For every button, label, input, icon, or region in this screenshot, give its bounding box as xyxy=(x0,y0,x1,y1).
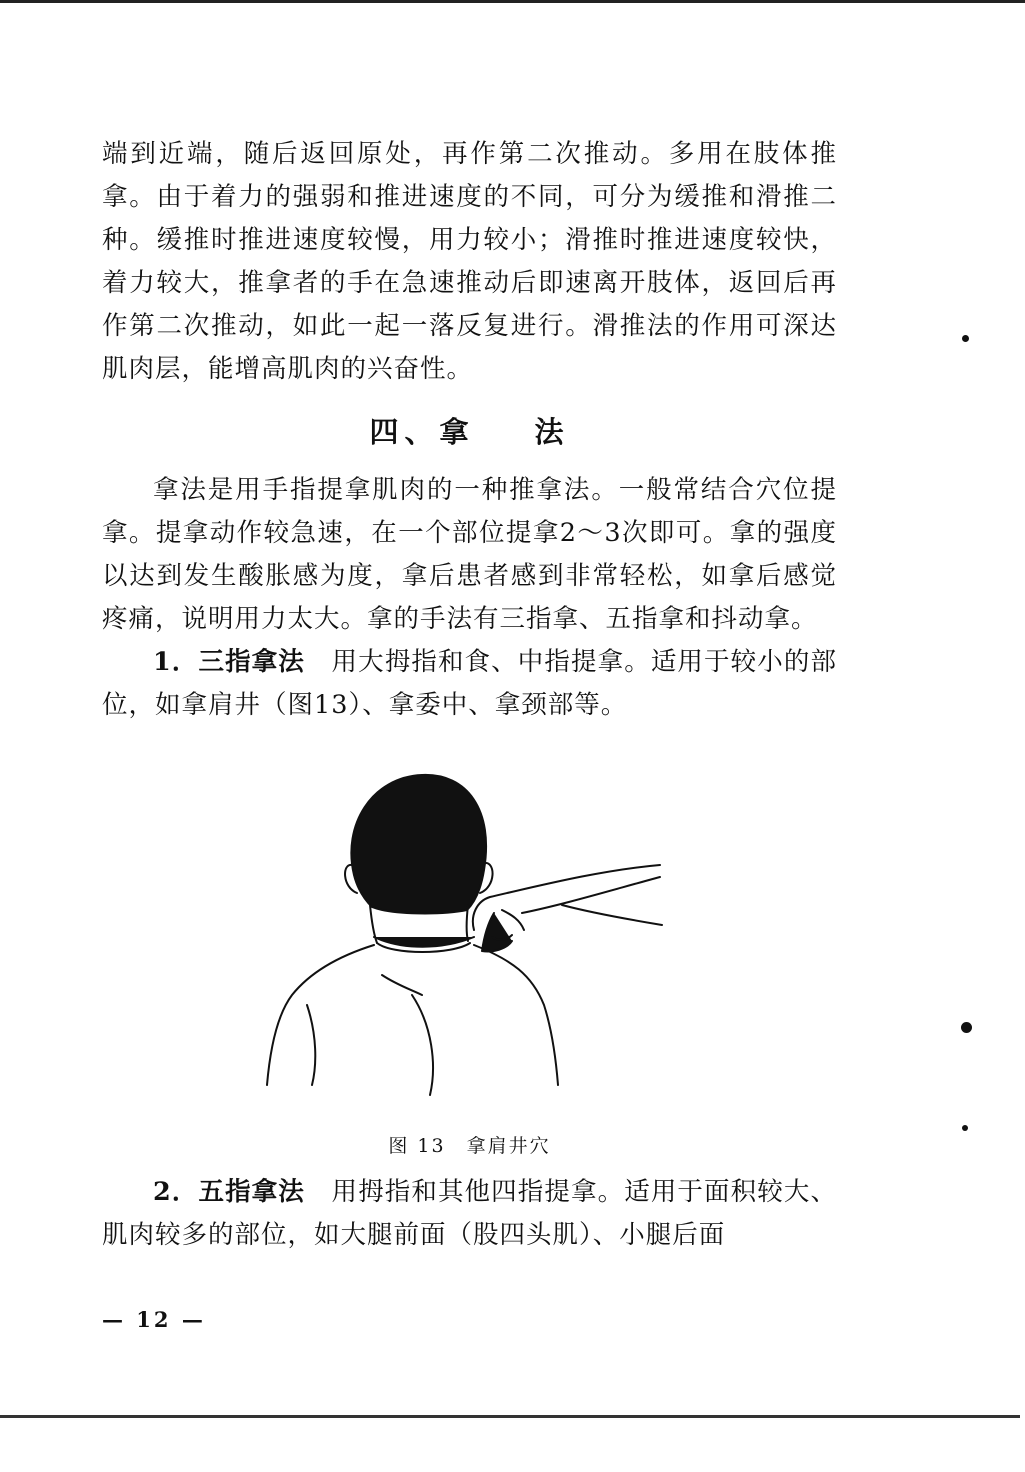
scan-speck xyxy=(961,1022,972,1033)
section-heading xyxy=(102,409,837,455)
paragraph-five-finger xyxy=(102,1171,837,1257)
five-finger-body: 用拇指和其他四指提拿。适用于面积较大、肌肉较多的部位，如大腿前面（股四头肌）、小腿后面 xyxy=(102,1177,837,1250)
scan-speck xyxy=(962,335,969,342)
heading-part-2: 法 xyxy=(534,415,570,449)
paragraph-three-finger xyxy=(102,641,837,727)
bottom-border xyxy=(0,1415,1020,1418)
page-body xyxy=(102,133,837,1257)
page-number: — 12 — xyxy=(102,1307,206,1332)
term-five-finger: 2．五指拿法 xyxy=(153,1177,305,1207)
scan-speck xyxy=(962,1125,968,1131)
three-finger-body: 用大拇指和食、中指提拿。适用于较小的部位，如拿肩井（图13）、拿委中、拿颈部等。 xyxy=(102,647,837,720)
heading-part-1: 四、拿 xyxy=(369,415,475,449)
paragraph-na-method: 拿法是用手指提拿肌肉的一种推拿法。一般常结合穴位提拿。提拿动作较急速，在一个部位提拿2～3次即可。拿的强度以达到发生酸胀感为度，拿后患者感到非常轻松，如拿后感觉疼痛，说明用力太大。拿的手法有三指拿、五指拿和抖动拿。 xyxy=(102,475,837,634)
term-three-finger: 1．三指拿法 xyxy=(153,647,305,677)
figure-caption: 图 13 拿肩井穴 xyxy=(388,1135,551,1157)
figure-13 xyxy=(102,765,837,1125)
massage-illustration xyxy=(262,765,682,1125)
top-border xyxy=(0,0,1025,3)
paragraph-continuation: 端到近端，随后返回原处，再作第二次推动。多用在肢体推拿。由于着力的强弱和推进速度的不同，可分为缓推和滑推二种。缓推时推进速度较慢，用力较小；滑推时推进速度较快，着力较大，推拿者的手在急速推动后即速离开肢体，返回后再作第二次推动，如此一起一落反复进行。滑推法的作用可深达肌肉层，能增高肌肉的兴奋性。 xyxy=(102,139,837,384)
